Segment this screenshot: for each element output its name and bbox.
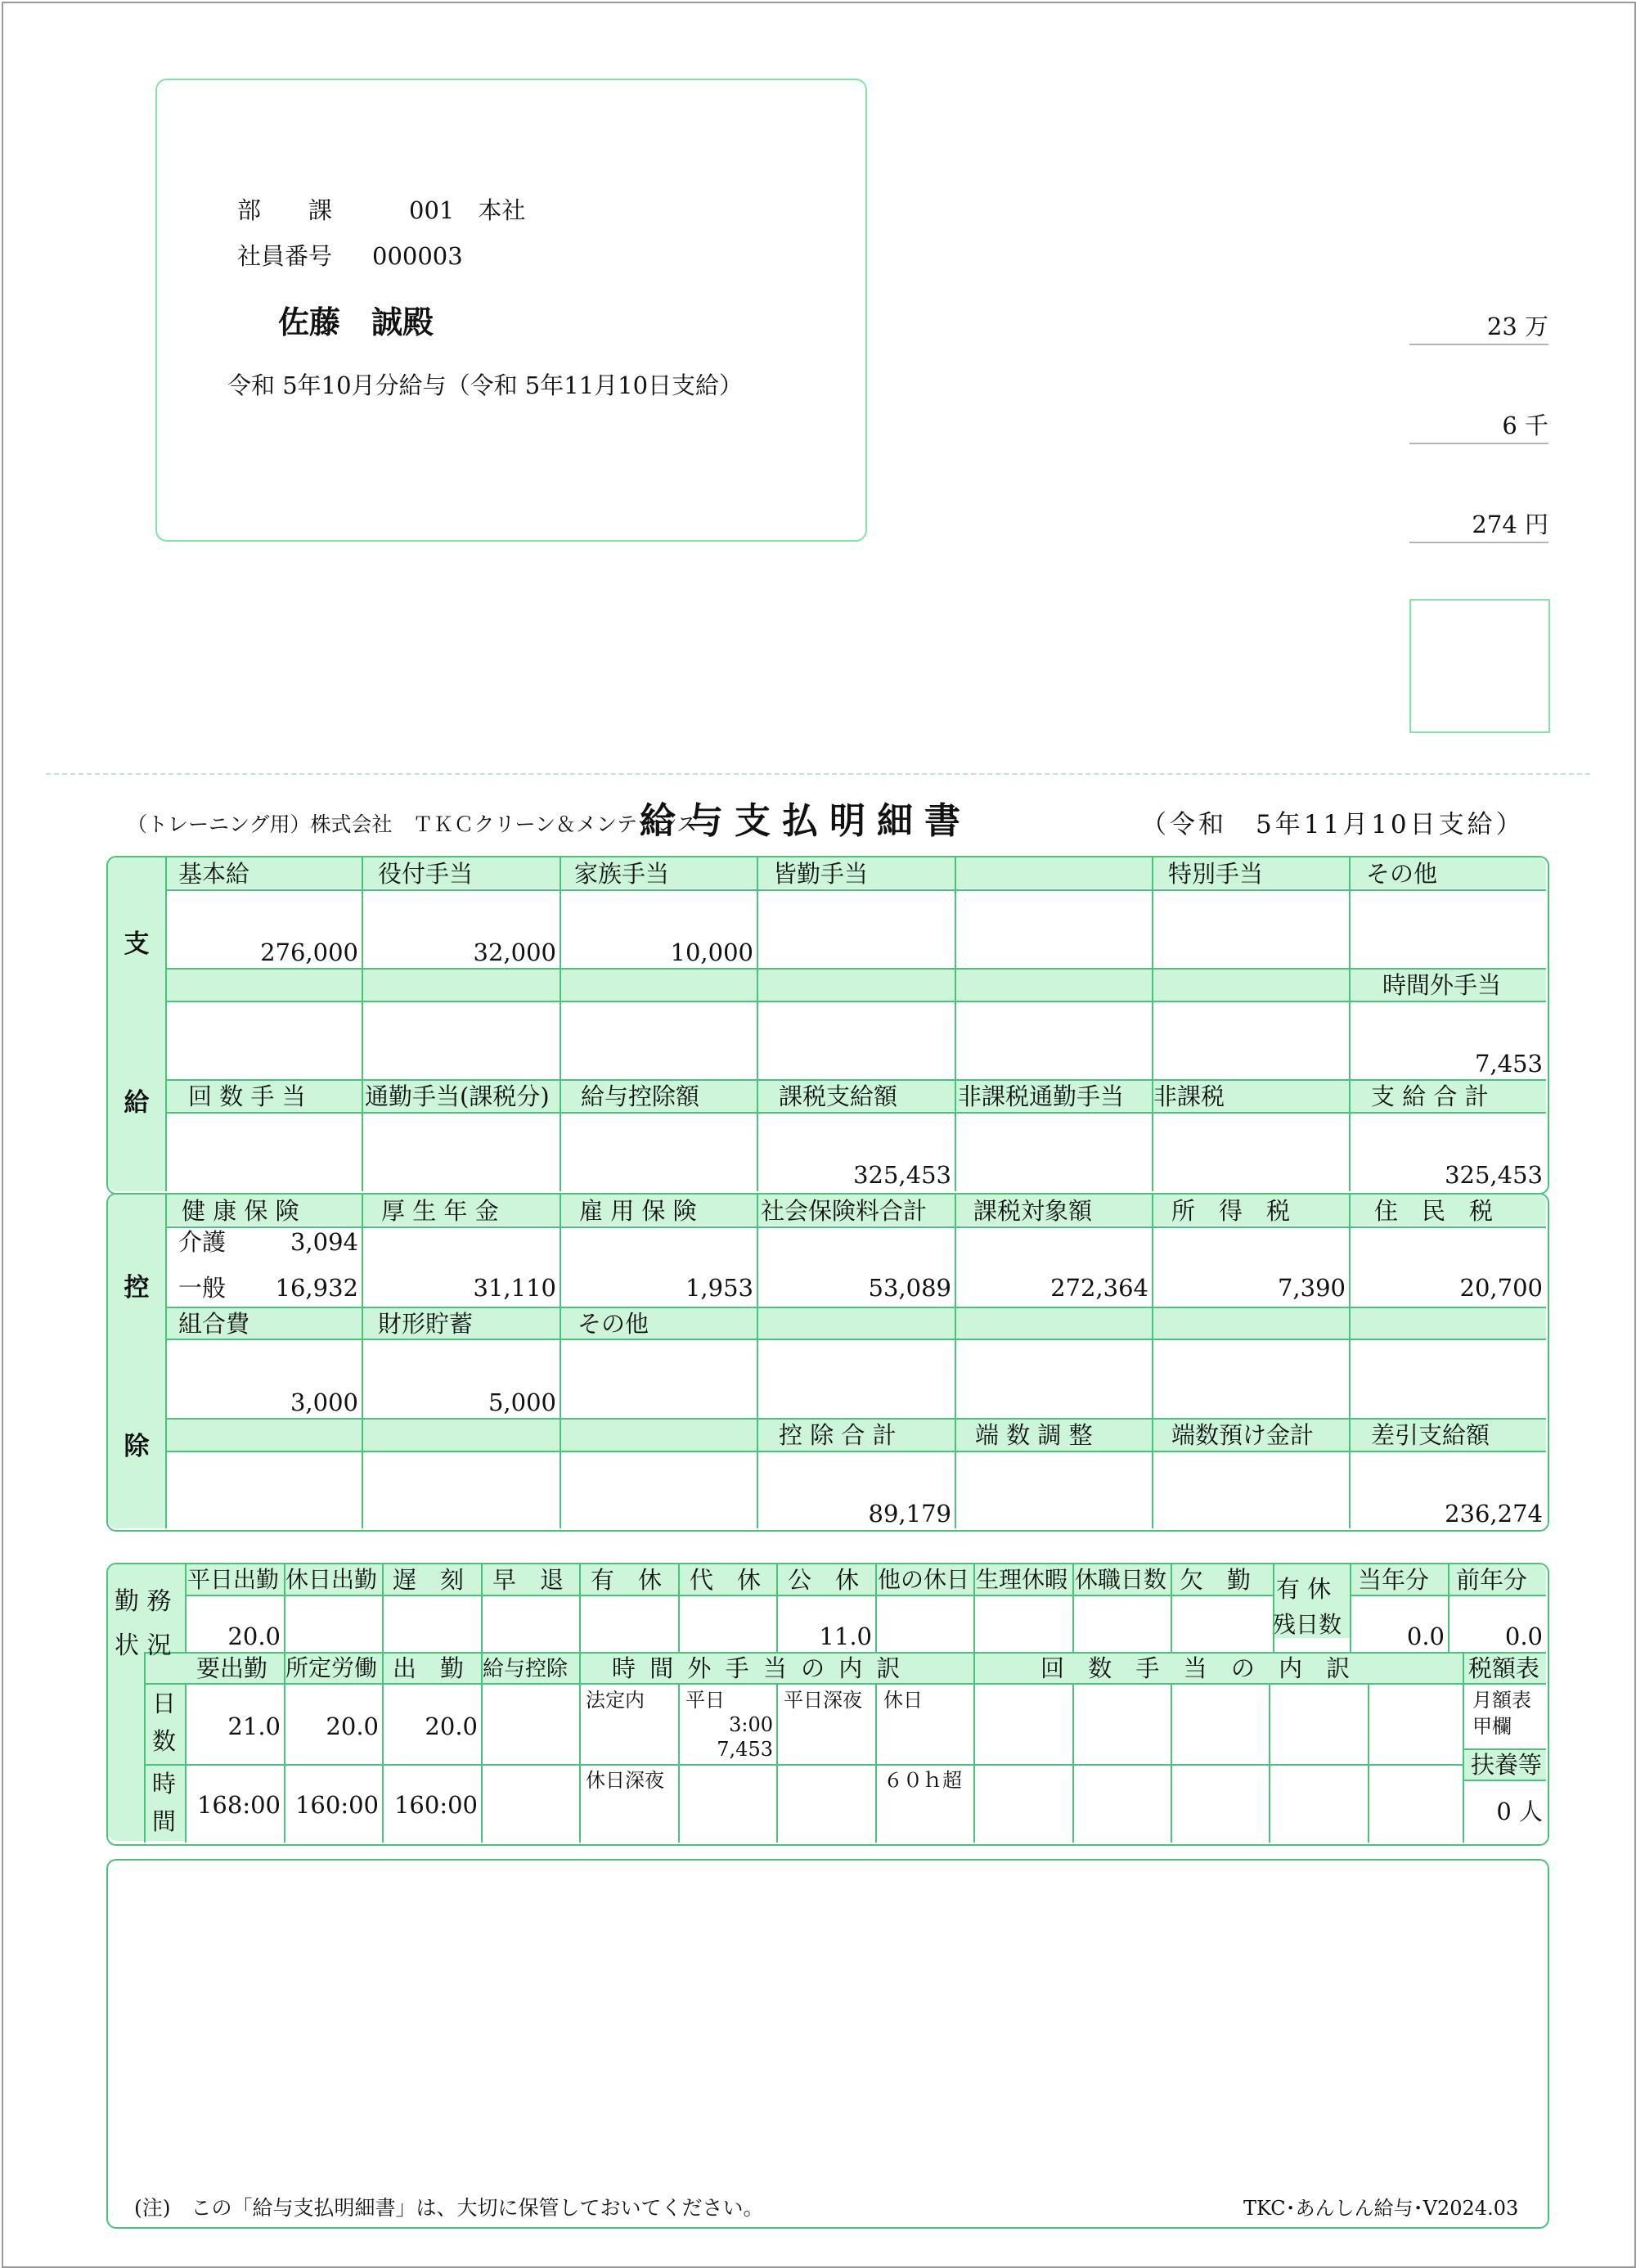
net-payment-value: 236,274 (1445, 1500, 1543, 1528)
hdr-taxable-payment: 課税支給額 (779, 1082, 898, 1110)
hdr-asset-savings: 財形貯蓄 (378, 1310, 474, 1338)
kaigo-label: 介護 (178, 1228, 227, 1256)
hours-label-1: 時 (152, 1770, 177, 1798)
ippan-value: 16,932 (275, 1274, 358, 1302)
payment-side-bottom: 給 (124, 1088, 150, 1118)
hdr-resident-tax: 住 民 税 (1374, 1197, 1494, 1225)
hdr-deduction-other: その他 (578, 1310, 649, 1338)
hdr-attendance-allowance: 皆勤手当 (773, 860, 869, 888)
base-salary-value: 276,000 (260, 938, 358, 966)
hdr-holiday-work: 休日出勤 (285, 1566, 378, 1593)
ot-weekday-label: 平日 (685, 1689, 725, 1712)
hdr-pension: 厚 生 年 金 (381, 1197, 499, 1225)
hdr-income-tax: 所 得 税 (1171, 1197, 1291, 1225)
hdr-absence: 欠 勤 (1180, 1566, 1252, 1594)
kaigo-value: 3,094 (290, 1228, 358, 1256)
ot-weekday-night-label: 平日深夜 (784, 1689, 862, 1712)
days-label-2: 数 (152, 1727, 177, 1755)
hdr-dependents: 扶養等 (1471, 1751, 1543, 1779)
remarks-box (106, 1859, 1549, 2229)
amount-yen: 274 円 (1409, 511, 1548, 543)
attendance-days-value: 20.0 (425, 1712, 478, 1740)
attendance-side-label-2: 状 況 (115, 1631, 172, 1660)
dept-value: 001 本社 (409, 196, 526, 224)
attendance-hours-value: 160:00 (393, 1791, 478, 1819)
hdr-rounding-deposit: 端数預け金計 (1171, 1421, 1315, 1449)
statement-title: 給与支払明細書 (640, 800, 972, 842)
hdr-nontax: 非課税 (1153, 1082, 1225, 1110)
hdr-overtime-allowance: 時間外手当 (1382, 971, 1502, 999)
scheduled-days-value: 20.0 (326, 1712, 379, 1740)
hdr-employment-insurance: 雇 用 保 険 (579, 1197, 697, 1225)
hdr-current-year: 当年分 (1358, 1566, 1430, 1594)
resident-tax-value: 20,700 (1459, 1274, 1543, 1302)
social-insurance-total-value: 53,089 (868, 1274, 951, 1302)
hdr-substitute-leave: 代 休 (690, 1566, 762, 1594)
hdr-net-payment: 差引支給額 (1371, 1421, 1490, 1449)
hdr-commute-taxable: 通勤手当(課税分) (365, 1082, 550, 1110)
amount-sen: 6 千 (1409, 412, 1548, 444)
current-year-value: 0.0 (1406, 1622, 1445, 1650)
hdr-special-allowance: 特別手当 (1168, 860, 1264, 888)
taxable-payment-value: 325,453 (853, 1161, 951, 1189)
public-holiday-value: 11.0 (819, 1622, 872, 1650)
hdr-union-fee: 組合費 (178, 1310, 250, 1338)
ot-weekday-amount: 7,453 (717, 1738, 773, 1761)
hdr-other: その他 (1366, 860, 1438, 888)
hdr-tax-table: 税額表 (1468, 1654, 1540, 1682)
hdr-payment-total: 支 給 合 計 (1371, 1082, 1489, 1110)
deduction-total-value: 89,179 (868, 1500, 951, 1528)
hours-label-2: 間 (152, 1807, 177, 1835)
ot-holiday-night-label: 休日深夜 (586, 1769, 664, 1792)
pension-value: 31,110 (473, 1274, 556, 1302)
amount-man: 23 万 (1409, 313, 1548, 345)
hdr-salary-deduction-attendance: 給与控除 (483, 1657, 569, 1681)
hdr-weekday-work: 平日出勤 (187, 1566, 280, 1593)
overtime-allowance-value: 7,453 (1474, 1050, 1543, 1078)
income-tax-value: 7,390 (1277, 1274, 1346, 1302)
company-name: （トレーニング用）株式会社 ＴＫＣクリーン＆メンテナンス (127, 812, 698, 836)
hdr-public-holiday: 公 休 (788, 1566, 860, 1594)
hdr-salary-deduction: 給与控除額 (581, 1082, 700, 1110)
position-allowance-value: 32,000 (473, 938, 556, 966)
tax-table-value-1: 月額表 (1472, 1689, 1531, 1712)
tax-table-value-2: 甲欄 (1472, 1715, 1512, 1738)
days-label-1: 日 (152, 1690, 177, 1717)
family-allowance-value: 10,000 (670, 938, 753, 966)
hdr-taxable-amount: 課税対象額 (973, 1197, 1093, 1225)
hdr-other-holiday: 他の休日 (878, 1566, 970, 1593)
dept-label: 部 課 (237, 196, 333, 224)
hdr-scheduled-work: 所定労働 (285, 1654, 378, 1681)
taxable-amount-value: 272,364 (1050, 1274, 1148, 1302)
payment-side-top: 支 (124, 929, 150, 959)
payment-total-value: 325,453 (1445, 1161, 1543, 1189)
hdr-early-leave: 早 退 (492, 1566, 564, 1594)
deduction-side-top: 控 (124, 1273, 150, 1303)
ot-statutory-label: 法定内 (586, 1689, 645, 1712)
pay-period: 令和 5年10月分給与（令和 5年11月10日支給） (227, 371, 744, 399)
hdr-count-allowance-breakdown: 回 数 手 当 の 内 訳 (1040, 1654, 1359, 1682)
stamp-box (1409, 599, 1550, 733)
hdr-count-allowance: 回 数 手 当 (188, 1082, 306, 1110)
hdr-suspension-days: 休職日数 (1075, 1566, 1167, 1593)
hdr-health-insurance: 健 康 保 険 (182, 1197, 299, 1225)
hdr-nontax-commute: 非課税通勤手当 (958, 1082, 1125, 1110)
payment-date: （令和 5年11月10日支給） (1141, 810, 1525, 839)
hdr-menstrual-leave: 生理休暇 (976, 1566, 1068, 1593)
employment-insurance-value: 1,953 (685, 1274, 753, 1302)
employee-number-value: 000003 (372, 242, 463, 270)
hdr-rounding-adjustment: 端 数 調 整 (975, 1421, 1093, 1449)
paid-leave-remaining-label-2: 残日数 (1273, 1611, 1342, 1638)
footer-note: (注) この「給与支払明細書」は、大切に保管しておいてください。 (134, 2196, 764, 2220)
hdr-social-insurance-total: 社会保険料合計 (761, 1197, 928, 1225)
software-version: TKC･あんしん給与･V2024.03 (1243, 2197, 1519, 2220)
ot-weekday-time: 3:00 (729, 1713, 773, 1736)
ot-holiday-label: 休日 (883, 1689, 923, 1712)
ippan-label: 一般 (178, 1274, 227, 1302)
union-fee-value: 3,000 (290, 1388, 358, 1416)
hdr-previous-year: 前年分 (1456, 1566, 1528, 1594)
employee-number-label: 社員番号 (237, 242, 333, 270)
hdr-attendance: 出 勤 (393, 1654, 465, 1682)
ot-over-60h-label: ６０ｈ超 (883, 1769, 962, 1792)
asset-savings-value: 5,000 (488, 1388, 556, 1416)
hdr-deduction-total: 控 除 合 計 (779, 1421, 897, 1449)
hdr-paid-leave: 有 休 (591, 1566, 663, 1594)
deduction-side-bottom: 除 (124, 1432, 150, 1461)
weekday-work-value: 20.0 (227, 1622, 281, 1650)
hdr-late: 遅 刻 (393, 1566, 465, 1594)
hdr-position-allowance: 役付手当 (378, 860, 474, 888)
address-window (155, 79, 867, 542)
dependents-value: 0 人 (1496, 1798, 1543, 1825)
previous-year-value: 0.0 (1504, 1622, 1543, 1650)
hdr-required-attendance: 要出勤 (196, 1654, 268, 1682)
attendance-side-label-1: 勤 務 (115, 1587, 172, 1616)
required-days-value: 21.0 (227, 1712, 281, 1740)
hdr-family-allowance: 家族手当 (574, 860, 670, 888)
hdr-base-salary: 基本給 (178, 860, 250, 888)
employee-name: 佐藤 誠殿 (278, 304, 434, 340)
scheduled-hours-value: 160:00 (294, 1791, 379, 1819)
perforation-line (46, 773, 1590, 775)
paid-leave-remaining-label-1: 有 休 (1276, 1575, 1332, 1603)
required-hours-value: 168:00 (196, 1791, 281, 1819)
hdr-overtime-breakdown: 時 間 外 手 当 の 内 訳 (612, 1654, 904, 1682)
